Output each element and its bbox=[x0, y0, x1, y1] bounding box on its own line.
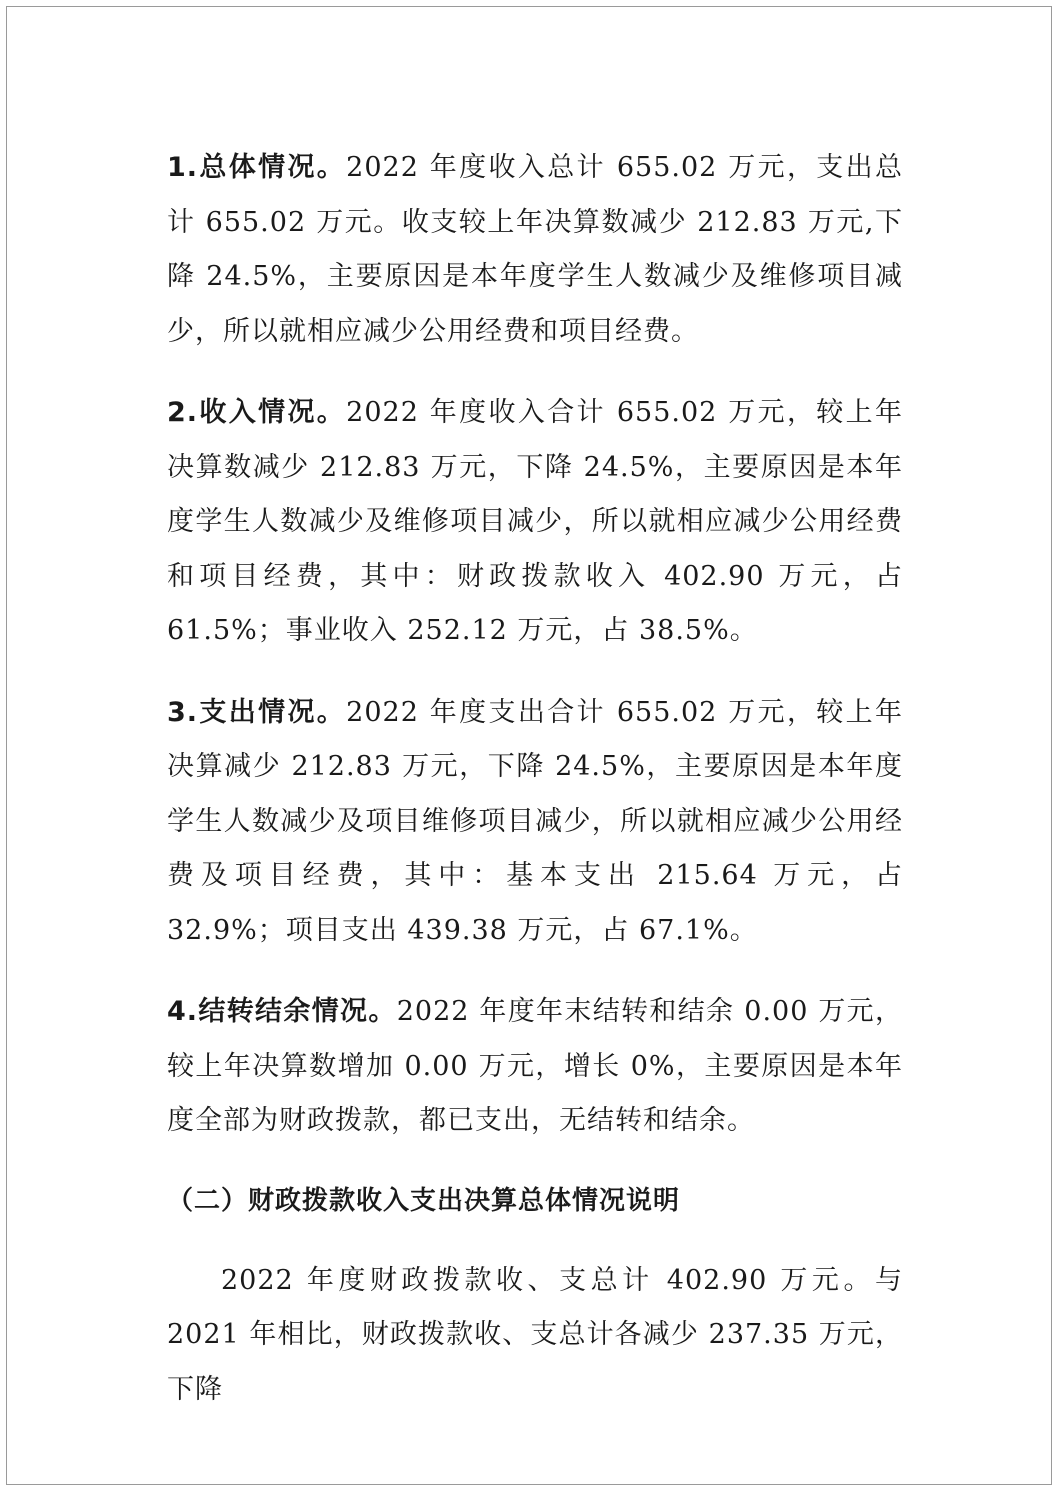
paragraph-text: 2022 年度支出合计 655.02 万元，较上年决算减少 212.83 万元，下降 24.5%，主要原因是本年度学生人数减少及项目维修项目减少，所以就相应减少公用经费及项目经费，其中：基本支出 215.64 万元，占 32.9%；项目支出 439.38 万元，占 67.1%。 bbox=[167, 696, 904, 946]
paragraph-text: 2022 年度收入总计 655.02 万元，支出总计 655.02 万元。收支较上年决算数减少 212.83 万元,下降 24.5%，主要原因是本年度学生人数减少及维修项目减少，所以就相应减少公用经费和项目经费。 bbox=[167, 152, 904, 347]
paragraph-fiscal-appropriation: 2022 年度财政拨款收、支总计 402.90 万元。与 2021 年相比，财政拨款收、支总计各减少 237.35 万元，下降 bbox=[167, 1264, 903, 1405]
paragraph-lead: 4.结转结余情况。 bbox=[167, 996, 397, 1027]
section-heading: （二）财政拨款收入支出决算总体情况说明 bbox=[167, 1185, 681, 1216]
paragraph-expenditure bbox=[167, 686, 903, 959]
paragraph-lead: 3.支出情况。 bbox=[167, 696, 347, 728]
paragraph-lead: 2.收入情况。 bbox=[167, 397, 347, 428]
paragraph-lead: 1.总体情况。 bbox=[167, 152, 347, 183]
paragraph-carryover bbox=[167, 985, 903, 1149]
paragraph-income bbox=[167, 386, 903, 659]
document-body bbox=[167, 141, 903, 1417]
paragraph-text: 2022 年度年末结转和结余 0.00 万元，较上年决算数增加 0.00 万元，增长 0%，主要原因是本年度全部为财政拨款，都已支出，无结转和结余。 bbox=[167, 996, 904, 1136]
paragraph-text: 2022 年度收入合计 655.02 万元，较上年决算数减少 212.83 万元，下降 24.5%，主要原因是本年度学生人数减少及维修项目减少，所以就相应减少公用经费和项目经费，其中：财政拨款收入 402.90 万元，占 61.5%；事业收入 252.12 万元，占 38.5%。 bbox=[167, 397, 904, 646]
document-page bbox=[6, 6, 1052, 1485]
paragraph-overall bbox=[167, 141, 903, 359]
